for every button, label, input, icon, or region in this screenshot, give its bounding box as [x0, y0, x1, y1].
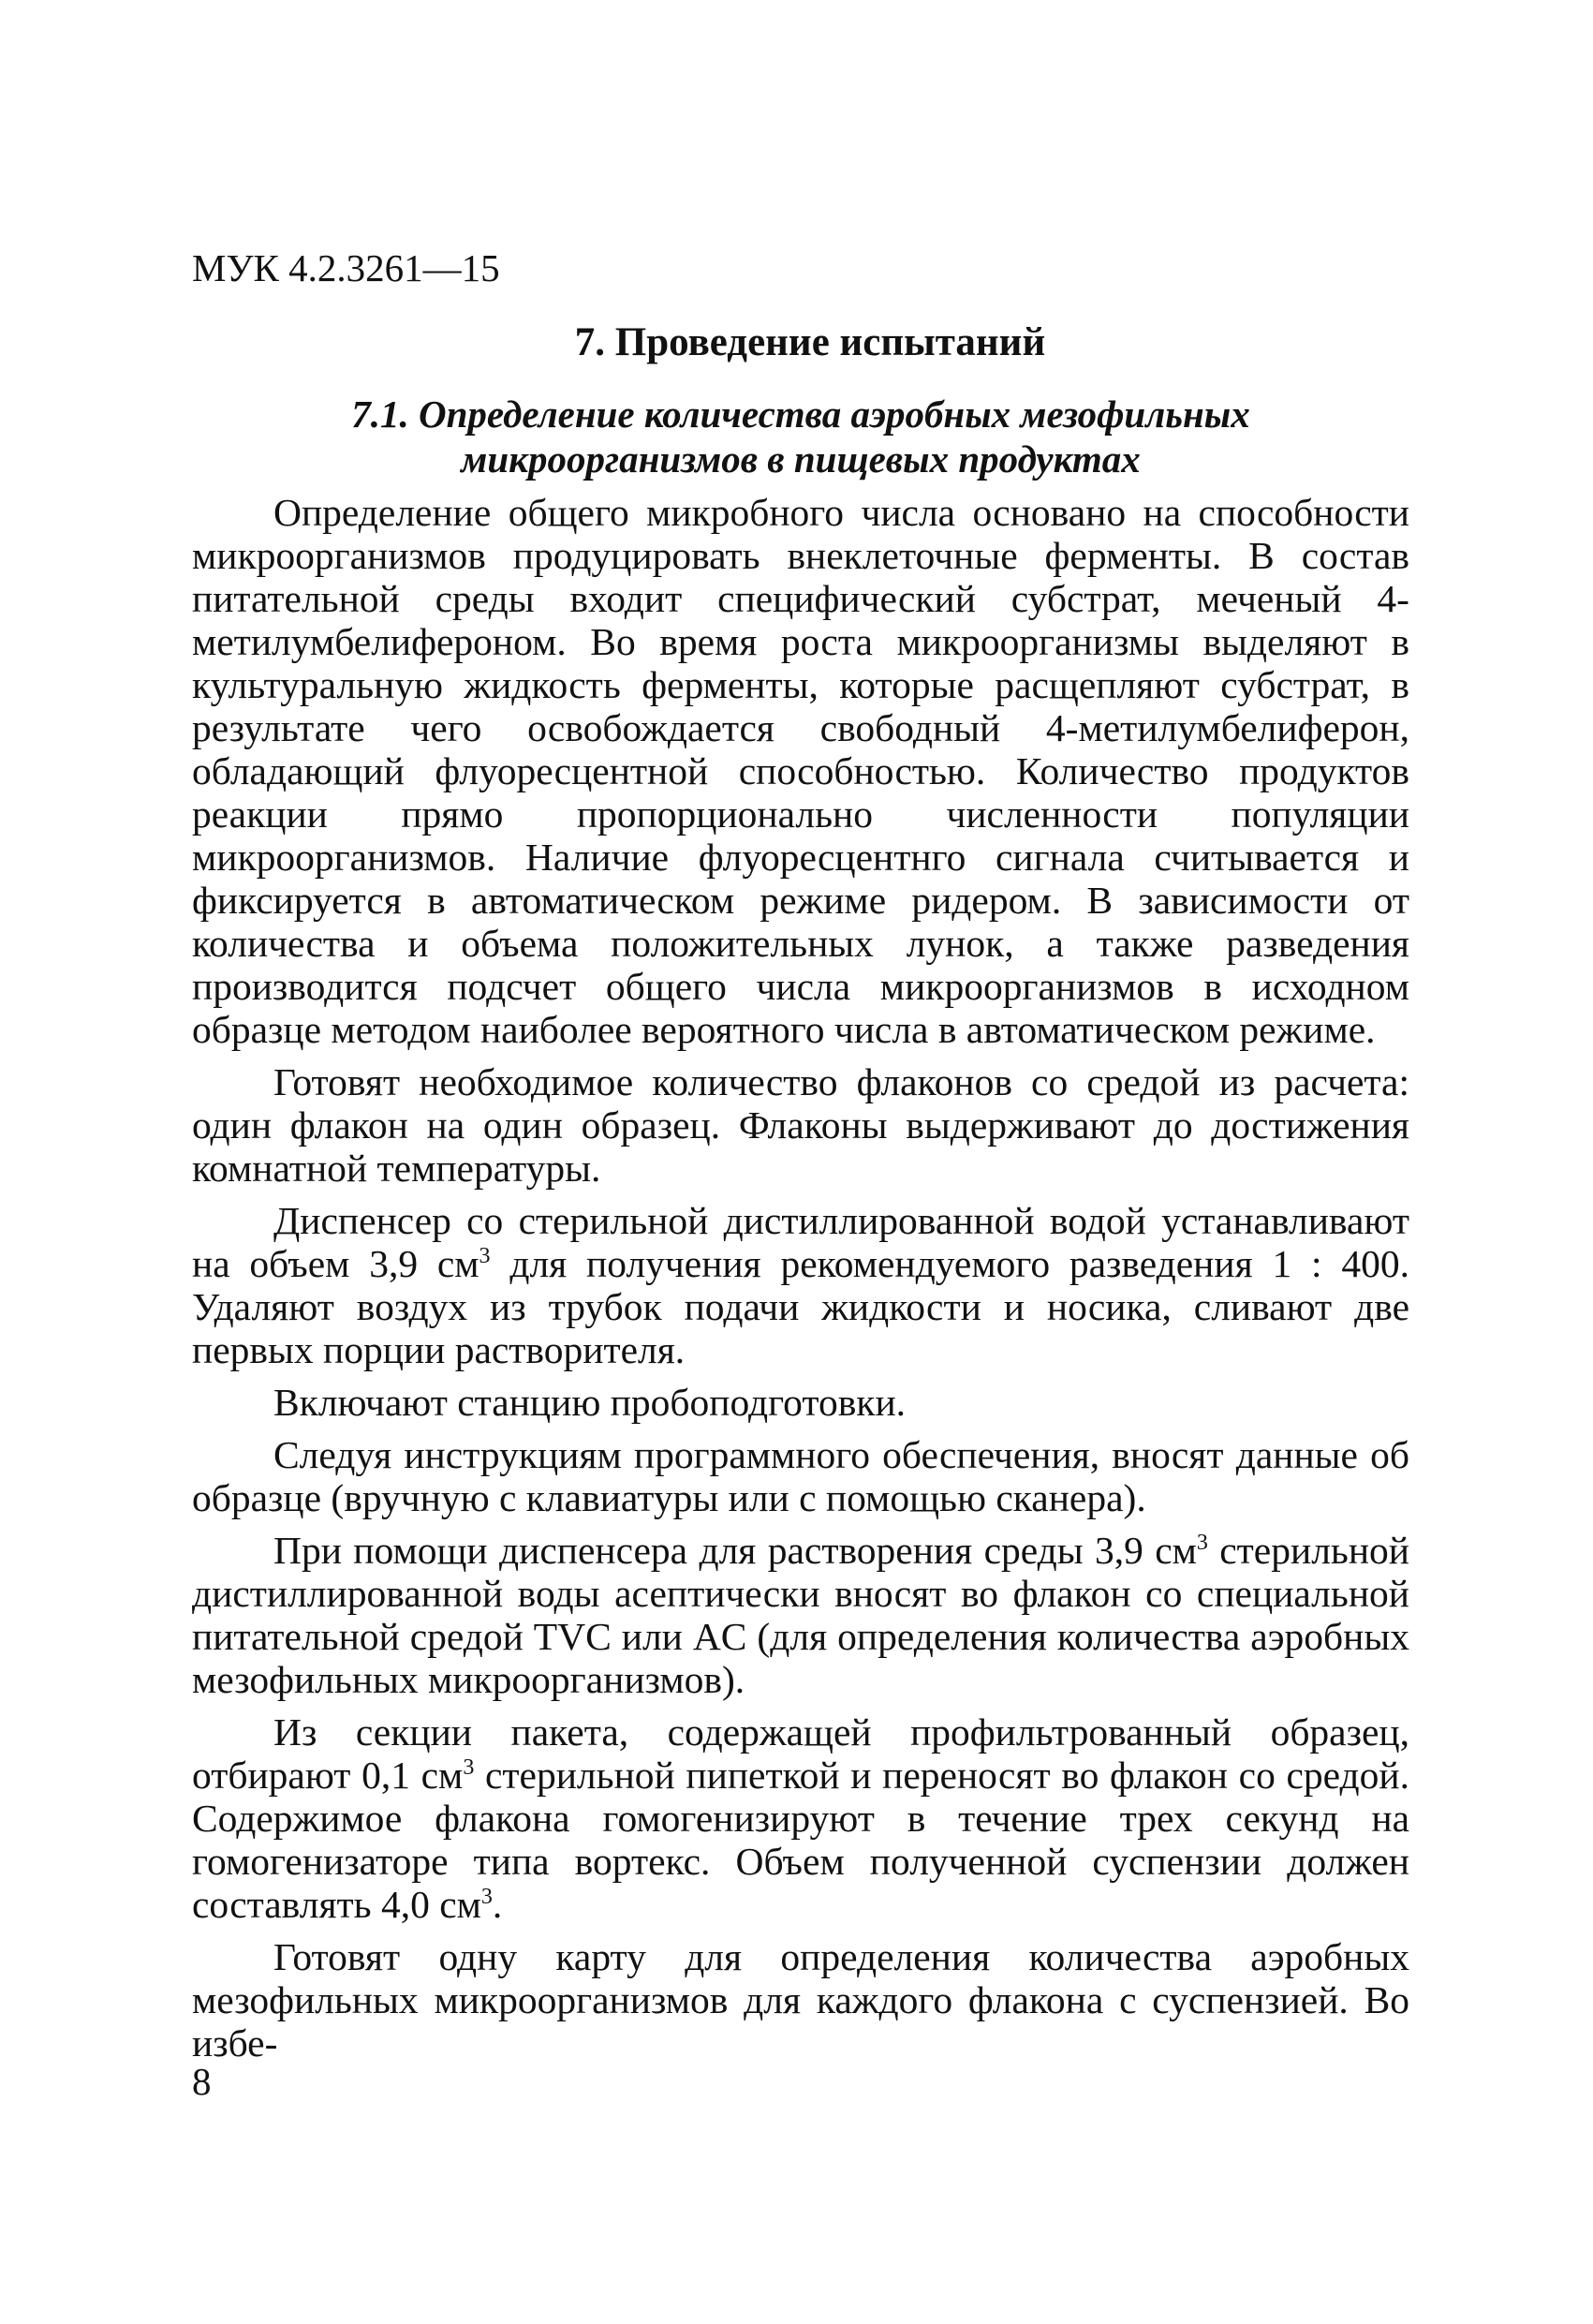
- superscript-cubic: 3: [479, 1244, 491, 1269]
- paragraph-prepare-vials-text: Готовят необходимое количество флаконов со средой из расчета: один флакон на один образец. Флаконы выдерживают до достижения комнатной температуры.: [192, 1060, 1409, 1190]
- paragraph-software-text: Следуя инструкциям программного обеспечения, вносят данные об образце (вручную с клавиатуры или с помощью сканера).: [192, 1433, 1409, 1519]
- paragraph-card-text: Готовят одну карту для определения количества аэробных мезофильных микроорганизмов для каждого флакона с суспензией. Во избе-: [192, 1935, 1409, 2065]
- superscript-cubic: 3: [480, 1885, 493, 1910]
- subsection-title-line-1: 7.1. Определение количества аэробных мезофильных: [351, 392, 1250, 436]
- running-header: МУК 4.2.3261—15: [192, 246, 500, 289]
- paragraph-prepare-vials: [192, 1060, 1409, 1190]
- superscript-cubic: 3: [463, 1755, 475, 1781]
- section-title: 7. Проведение испытаний: [574, 320, 1046, 364]
- paragraph-sample-transfer-text-c: .: [492, 1883, 503, 1926]
- page-number: 8: [192, 2060, 212, 2103]
- paragraph-card: [192, 1935, 1409, 2065]
- paragraph-sample-transfer: [192, 1710, 1409, 1926]
- paragraph-dissolve: [192, 1529, 1409, 1701]
- paragraph-principle: [192, 491, 1409, 1051]
- superscript-cubic: 3: [1196, 1531, 1208, 1556]
- paragraph-dissolve-text-a: При помощи диспенсера для растворения среды 3,9 см: [273, 1529, 1197, 1572]
- paragraph-dissolve-text-b: стерильной дистиллированной воды асептически вносят во флакон со специальной питательной средой TVC или AC (для определения количества аэробных мезофильных микроорганизмов).: [192, 1529, 1409, 1701]
- paragraph-station: [192, 1381, 1409, 1424]
- paragraph-sample-transfer-text-b: стерильной пипеткой и переносят во флакон со средой. Содержимое флакона гомогенизируют в течение трех секунд на гомогенизаторе типа вортекс. Объем полученной суспензии должен составлять 4,0 см: [192, 1754, 1409, 1926]
- paragraph-sample-transfer-text-a: Из секции пакета, содержащей профильтрованный образец, отбирают 0,1 см: [192, 1710, 1409, 1797]
- paragraph-dispenser-text-a: Диспенсер со стерильной дистиллированной водой устанавливают на объем 3,9 см: [192, 1199, 1409, 1285]
- paragraph-dispenser: [192, 1199, 1409, 1371]
- subsection-title: [192, 392, 1409, 481]
- paragraph-station-text: Включают станцию пробоподготовки.: [273, 1381, 907, 1424]
- subsection-title-line-2: микроорганизмов в пищевых продуктах: [461, 437, 1141, 481]
- paragraph-principle-text: Определение общего микробного числа основано на способности микроорганизмов продуцировать внеклеточные ферменты. В состав питательной среды входит специфический субстрат, меченый 4-метилумбелифероном. Во время роста микроорганизмы выделяют в культуральную жидкость ферменты, которые расщепляют субстрат, в результате чего освобождается свободный 4-метилумбелиферон, обладающий флуоресцентной способностью. Количество продуктов реакции прямо пропорционально численности популяции микроорганизмов. Наличие флуоресцентнго сигнала считывается и фиксируется в автоматическом режиме ридером. В зависимости от количества и объема положительных лунок, а также разведения производится подсчет общего числа микроорганизмов в исходном образце методом наиболее вероятного числа в автоматическом режиме.: [192, 491, 1409, 1051]
- document-page: [192, 245, 1409, 2074]
- paragraph-dispenser-text-b: для получения рекомендуемого разведения 1 : 400. Удаляют воздух из трубок подачи жидкости и носика, сливают две первых порции растворителя.: [192, 1242, 1409, 1371]
- paragraph-software: [192, 1433, 1409, 1519]
